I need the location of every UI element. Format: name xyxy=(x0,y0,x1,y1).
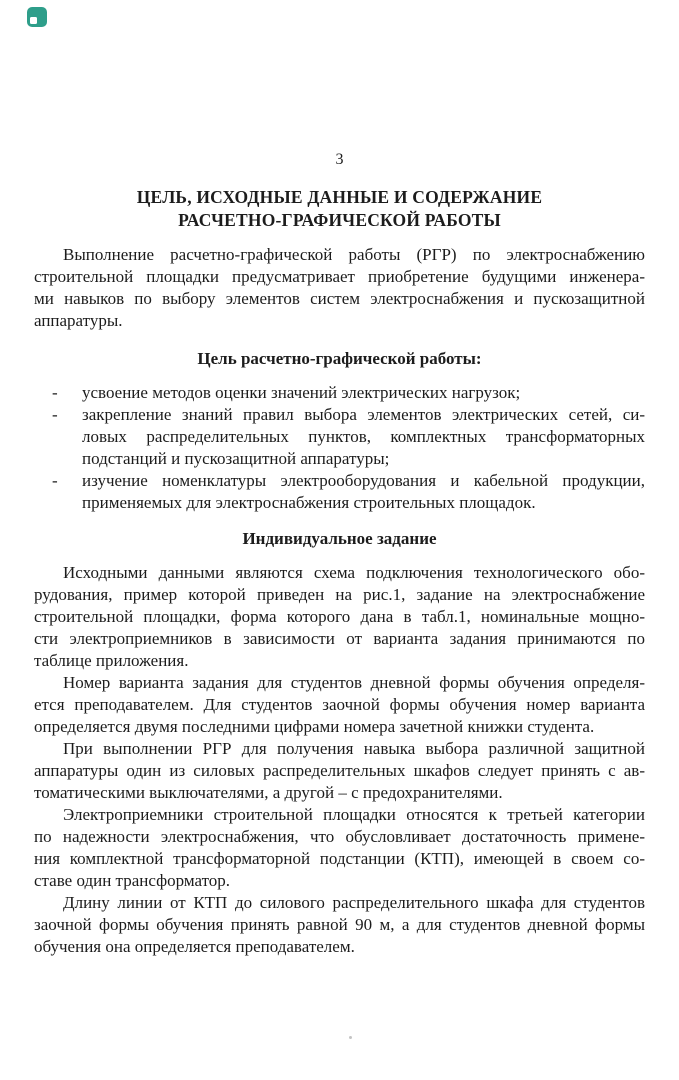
bullet-item xyxy=(34,404,645,470)
body-paragraph xyxy=(34,892,645,958)
body-paragraph xyxy=(34,562,645,672)
bullet-text xyxy=(82,470,645,514)
paragraph-line: Номер варианта задания для студентов дневной формы обучения определя- xyxy=(63,673,645,692)
bullet-line: изучение номенклатуры электрооборудования и кабельной продукции, xyxy=(82,471,645,490)
paragraph-line: рудования, пример которой приведен на рис.1, задание на электроснабжение xyxy=(34,585,645,604)
paragraph-line: При выполнении РГР для получения навыка выбора различной защитной xyxy=(63,739,645,758)
corner-badge xyxy=(27,7,47,27)
goal-section-heading: Цель расчетно-графической работы: xyxy=(197,349,482,368)
document-title xyxy=(34,186,645,232)
bullet-line: усвоение методов оценки значений электрических нагрузок; xyxy=(82,383,521,402)
paragraph-line: аппаратуры. xyxy=(34,311,123,330)
paragraph-line: ния комплектной трансформаторной подстанции (КТП), имеющей в своем со- xyxy=(34,849,645,868)
paragraph-line: Исходными данными являются схема подключения технологического обо- xyxy=(63,563,645,582)
bullet-marker: - xyxy=(52,383,58,402)
page-number: 3 xyxy=(335,151,344,168)
paragraph-line: заочной формы обучения принять равной 90 м, а для студентов дневной формы xyxy=(34,915,645,934)
bullet-marker: - xyxy=(52,405,58,424)
bullet-line: ловых распределительных пунктов, комплектных трансформаторных xyxy=(82,427,645,446)
paragraph-line: обучения она определяется преподавателем. xyxy=(34,937,355,956)
bullet-line: закрепление знаний правил выбора элементов электрических сетей, си- xyxy=(82,405,645,424)
paragraph-line: сти электроприемников в зависимости от варианта задания принимаются по xyxy=(34,629,645,648)
paragraph-line: определяется двумя последними цифрами номера зачетной книжки студента. xyxy=(34,717,595,736)
paragraph-line: строительной площадки предусматривает приобретение будущими инженера- xyxy=(34,267,645,286)
paragraph-line: таблице приложения. xyxy=(34,651,189,670)
document-title-line: ЦЕЛЬ, ИСХОДНЫЕ ДАННЫЕ И СОДЕРЖАНИЕ xyxy=(136,187,543,207)
bullet-item xyxy=(34,470,645,514)
paragraph-line: по надежности электроснабжения, что обусловливает достаточность примене- xyxy=(34,827,645,846)
document-title-line: РАСЧЕТНО-ГРАФИЧЕСКОЙ РАБОТЫ xyxy=(178,210,501,230)
goal-bullet-list xyxy=(34,382,645,514)
bullet-item xyxy=(34,382,645,404)
bullet-line: применяемых для электроснабжения строительных площадок. xyxy=(82,493,536,512)
bullet-line: подстанций и пускозащитной аппаратуры; xyxy=(82,449,390,468)
paragraph-line: аппаратуры один из силовых распределительных шкафов следует принять с ав- xyxy=(34,761,645,780)
paragraph-line: ставе один трансформатор. xyxy=(34,871,231,890)
intro-paragraph xyxy=(34,244,645,332)
paragraph-line: ми навыков по выбору элементов систем электроснабжения и пускозащитной xyxy=(34,289,645,308)
paragraph-line: ется преподавателем. Для студентов заочной формы обучения номер варианта xyxy=(34,695,645,714)
scan-speck xyxy=(349,1036,352,1039)
bullet-text xyxy=(82,404,645,470)
paragraph-line: Электроприемники строительной площадки относятся к третьей категории xyxy=(63,805,645,824)
paragraph-line: Выполнение расчетно-графической работы (РГР) по электроснабжению xyxy=(63,245,645,264)
paragraph-line: Длину линии от КТП до силового распределительного шкафа для студентов xyxy=(63,893,645,912)
task-section-heading: Индивидуальное задание xyxy=(242,529,437,548)
paragraph-line: томатическими выключателями, а другой – с предохранителями. xyxy=(34,783,503,802)
bullet-marker: - xyxy=(52,471,58,490)
body-paragraph xyxy=(34,672,645,738)
bullet-text xyxy=(82,382,645,404)
body-paragraph xyxy=(34,804,645,892)
paragraph-line: строительной площадки, форма которого дана в табл.1, номинальные мощно- xyxy=(34,607,645,626)
body-paragraph xyxy=(34,738,645,804)
badge-glyph-icon xyxy=(30,17,37,24)
